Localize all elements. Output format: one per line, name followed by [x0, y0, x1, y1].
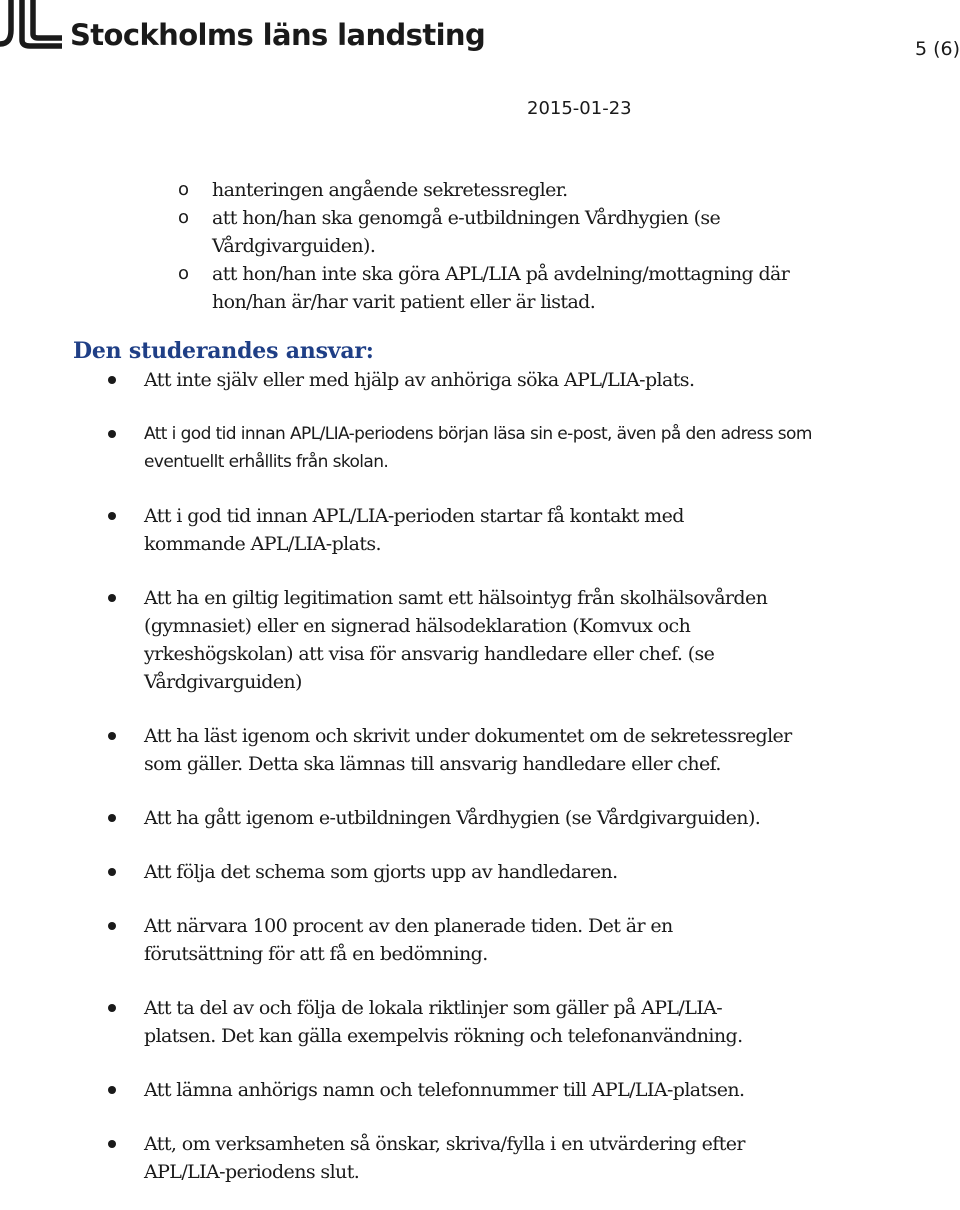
sub-list-item-text: att hon/han inte ska göra APL/LIA på avdelning/mottagning där hon/han är/har varit patient eller är listad. [212, 263, 790, 313]
sub-list-item-text: hanteringen angående sekretessregler. [212, 179, 568, 201]
sll-logo-mark-icon [0, 0, 64, 50]
list-item-text: Att lämna anhörigs namn och telefonnummer till APL/LIA-platsen. [144, 1079, 745, 1101]
bullet-icon [108, 512, 116, 520]
sub-list-item [0, 260, 812, 316]
bullet-icon [108, 1004, 116, 1012]
page-number: 5 (6) [914, 38, 960, 60]
bullet-icon [108, 814, 116, 822]
circle-bullet-icon: o [178, 263, 190, 284]
list-item [0, 804, 824, 832]
list-item-text: Att inte själv eller med hjälp av anhöriga söka APL/LIA-plats. [144, 369, 695, 391]
list-item-text: Att i god tid innan APL/LIA-perioden startar få kontakt med kommande APL/LIA-plats. [144, 505, 684, 555]
list-item-text: Att, om verksamheten så önskar, skriva/fylla i en utvärdering efter APL/LIA-periodens slut. [144, 1133, 745, 1183]
bullet-icon [108, 1140, 116, 1148]
list-item-text: Att ta del av och följa de lokala riktlinjer som gäller på APL/LIA-platsen. Det kan gälla exempelvis rökning och telefonanvändning. [144, 997, 743, 1047]
section-heading: Den studerandes ansvar: [73, 338, 374, 364]
sub-list-item-text: att hon/han ska genomgå e-utbildningen Vårdhygien (se Vårdgivarguiden). [212, 207, 721, 257]
document-date: 2015-01-23 [527, 98, 632, 119]
sub-list [0, 176, 812, 316]
list-item [0, 994, 784, 1050]
list-item [0, 502, 734, 558]
bullet-icon [108, 868, 116, 876]
list-item [0, 912, 714, 968]
bullet-icon [108, 594, 116, 602]
logo-wordmark: Stockholms läns landsting [70, 18, 486, 52]
list-item [0, 420, 834, 476]
list-item [0, 366, 804, 394]
list-item-text: Att ha en giltig legitimation samt ett hälsointyg från skolhälsovården (gymnasiet) eller en signerad hälsodeklaration (Komvux och yrkeshögskolan) att visa för ansvarig handledare eller chef. (se Vårdgivarguiden) [144, 587, 768, 693]
bullet-icon [108, 732, 116, 740]
sub-list-item [0, 204, 782, 260]
bullet-icon [108, 1086, 116, 1094]
list-item [0, 858, 804, 886]
list-item-text: Att i god tid innan APL/LIA-periodens början läsa sin e-post, även på den adress som eventuellt erhållits från skolan. [144, 424, 812, 472]
list-item-text: Att ha läst igenom och skrivit under dokumentet om de sekretessregler som gäller. Detta ska lämnas till ansvarig handledare eller chef. [144, 725, 792, 775]
list-item [0, 1130, 794, 1186]
list-item [0, 584, 824, 696]
list-item [0, 722, 824, 778]
sub-list-item [0, 176, 802, 204]
list-item [0, 1076, 804, 1104]
bullet-icon [108, 376, 116, 384]
responsibility-list [0, 366, 834, 1186]
circle-bullet-icon: o [178, 207, 190, 228]
list-item-text: Att närvara 100 procent av den planerade tiden. Det är en förutsättning för att få en bedömning. [144, 915, 673, 965]
bullet-icon [108, 430, 116, 438]
list-item-text: Att ha gått igenom e-utbildningen Vårdhygien (se Vårdgivarguiden). [144, 807, 761, 829]
list-item-text: Att följa det schema som gjorts upp av handledaren. [144, 861, 618, 883]
circle-bullet-icon: o [178, 179, 190, 200]
bullet-icon [108, 922, 116, 930]
